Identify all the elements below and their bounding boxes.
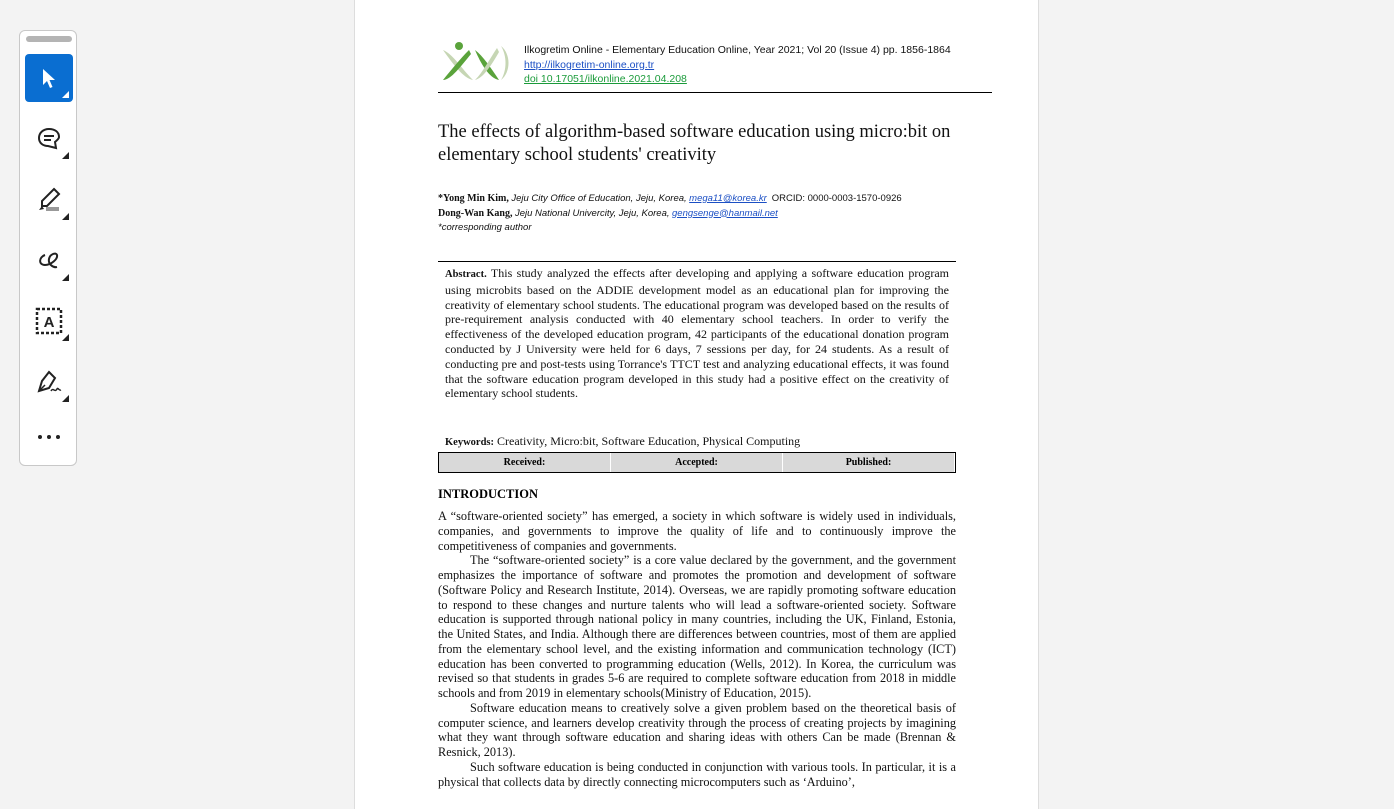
svg-text:A: A (43, 314, 55, 331)
journal-citation: Ilkogretim Online - Elementary Education Online, Year 2021; Vol 20 (Issue 4) pp. 1856-1864 (524, 44, 951, 56)
keywords-label: Keywords: (445, 437, 494, 448)
author-list (438, 192, 902, 236)
author-name: Dong-Wan Kang, (438, 207, 513, 219)
select-tool-button[interactable] (25, 54, 73, 102)
freehand-draw-icon (35, 249, 63, 273)
submenu-indicator-icon (62, 213, 69, 220)
keywords (445, 434, 800, 449)
pdf-page (354, 0, 1039, 809)
submenu-indicator-icon (62, 274, 69, 281)
paper-title: The effects of algorithm-based software education using micro:bit on elementary school students' creativity (438, 122, 951, 165)
author-email-link[interactable]: gengsenge@hanmail.net (672, 207, 778, 219)
draw-tool-button[interactable] (25, 237, 73, 285)
paragraph: A “software-oriented society” has emerged, a society in which software is widely used in individuals, companies, and governments to improve the quality of life and to continuously improve the competitiveness of companies and governments. (438, 509, 956, 553)
section-heading: INTRODUCTION (438, 487, 539, 501)
highlight-tool-button[interactable] (25, 176, 73, 224)
submenu-indicator-icon (62, 395, 69, 402)
paragraph: Such software education is being conducted in conjunction with various tools. In particular, it is a physical that collects data by directly connecting microcomputers such as ‘Arduino’, (438, 759, 956, 789)
journal-header (524, 43, 951, 87)
accepted-cell: Accepted: (611, 453, 783, 472)
received-cell: Received: (439, 453, 611, 472)
body-text (438, 509, 956, 789)
more-icon (37, 434, 61, 440)
journal-logo (439, 40, 511, 82)
text-box-tool-button[interactable] (25, 297, 73, 345)
paragraph: Software education means to creatively solve a given problem based on the theoretical basis of computer science, and learners develop creativity through the process of creating projects by imagining what they want through software education and sharing ideas with others Can be made (Brennan & Resnick, 2013). (438, 700, 956, 759)
paragraph: The “software-oriented society” is a core value declared by the government, and the government emphasizes the importance of software and promotes the promotion and development of software (Software Policy and Research Institute, 2014). Overseas, we are rapidly promoting software education to respond to these changes and nurture talents who will lead a software-oriented society. Software education is supported through national policy in many countries, including the UK, Finland, Estonia, the United States, and India. Although there are differences between countries, most of them are applied from the elementary school level, and the existing information and communication technology (ICT) education has been converted to programming education (Wells, 2012). In Korea, the curriculum was revised so that students in grades 5-6 are required to complete software education from 2018 in middle schools and from 2019 in elementary schools(Ministry of Education, 2015). (438, 553, 956, 700)
text-box-icon (35, 307, 63, 335)
header-divider (438, 92, 992, 93)
submenu-indicator-icon (62, 152, 69, 159)
dates-table (438, 452, 956, 473)
comment-icon (36, 126, 62, 152)
abstract-label: Abstract. (445, 269, 487, 280)
highlighter-icon (35, 186, 63, 214)
doi-link[interactable]: doi 10.17051/ilkonline.2021.04.208 (524, 73, 687, 85)
published-cell: Published: (783, 453, 955, 472)
more-tools-button[interactable] (25, 413, 73, 461)
corresponding-note: *corresponding author (438, 222, 532, 233)
annotation-toolbar (19, 30, 77, 466)
cursor-arrow-icon (38, 66, 60, 90)
submenu-indicator-icon (62, 334, 69, 341)
author-email-link[interactable]: mega11@korea.kr (689, 193, 767, 204)
author-orcid: ORCID: 0000-0003-1570-0926 (771, 193, 902, 204)
abstract-text: This study analyzed the effects after developing and applying a software education program using microbits based on the ADDIE development model as an educational plan for improving the creativity of elementary school students. The educational program was developed based on the results of pre-requirement analysis conducted with 40 elementary school teachers. In order to verify the effectiveness of the developed education program, 42 participants of the educational donation program conducted by J University were held for 6 days, 7 sessions per day, for 24 students. As a result of conducting pre and post-tests using Torrance's TTCT test and analyzing educational effects, it was found that the software education program developed in this study had a positive effect on the creativity of elementary school students. (445, 266, 949, 401)
submenu-indicator-icon (62, 91, 69, 98)
keywords-text: Creativity, Micro:bit, Software Education, Physical Computing (497, 434, 801, 448)
author-name: *Yong Min Kim, (438, 193, 509, 204)
comment-tool-button[interactable] (25, 115, 73, 163)
abstract (445, 266, 949, 401)
sign-tool-button[interactable] (25, 358, 73, 406)
author-affiliation: Jeju National Univercity, Jeju, Korea, (514, 207, 670, 219)
fountain-pen-sign-icon (35, 369, 63, 395)
author-affiliation: Jeju City Office of Education, Jeju, Korea, (511, 193, 687, 204)
journal-url-link[interactable]: http://ilkogretim-online.org.tr (524, 58, 655, 71)
toolbar-drag-handle[interactable] (26, 36, 72, 42)
abstract-divider (438, 261, 956, 262)
